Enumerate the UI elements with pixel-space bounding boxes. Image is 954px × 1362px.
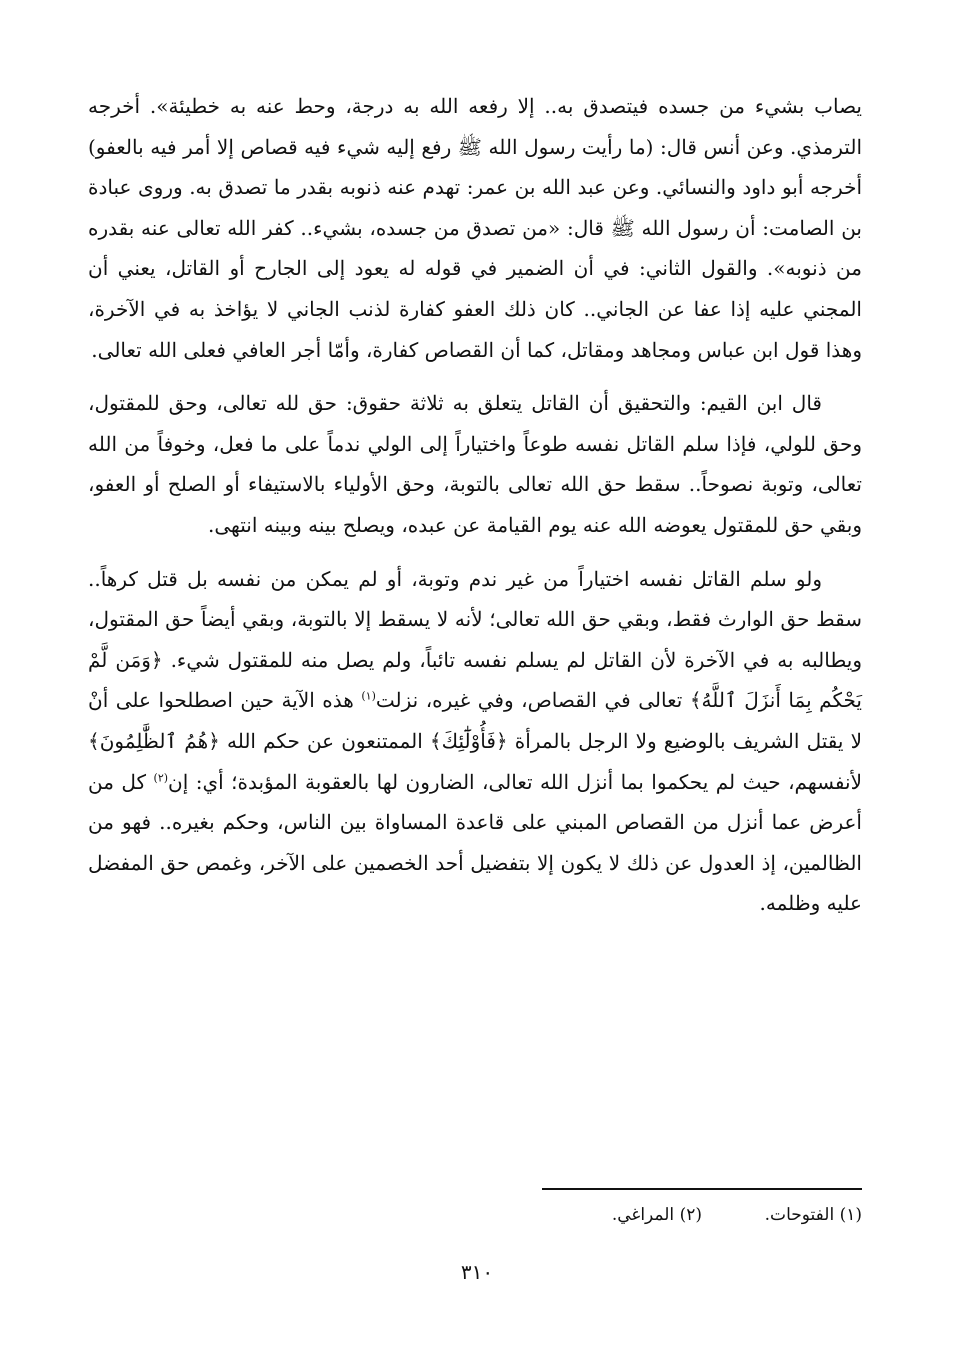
footnote-2	[612, 1205, 702, 1225]
footnote-ref-2[interactable]: (٢)	[153, 770, 169, 784]
footnotes	[300, 1205, 862, 1241]
footnote-1-text: الفتوحات.	[764, 1205, 835, 1225]
footnote-ref-1[interactable]: (١)	[361, 689, 376, 703]
footnote-1	[765, 1205, 862, 1225]
footnote-2-text: المراغي.	[611, 1205, 675, 1225]
paragraph-3	[88, 559, 862, 924]
footnote-2-label: (٢)	[679, 1205, 702, 1225]
footnote-separator	[542, 1188, 862, 1190]
footnote-1-label: (١)	[839, 1205, 862, 1225]
paragraph-2: قال ابن القيم: والتحقيق أن القاتل يتعلق به ثلاثة حقوق: حق لله تعالى، وحق للمقتول، وحق للولي، فإذا سلم القاتل نفسه طوعاً واختياراً إلى الولي ندماً على ما فعل، وخوفاً من الله تعالى، وتوبة نصوحاً.. سقط حق الله تعالى بالتوبة، وحق الأولياء بالاستيفاء أو الصلح أو العفو، وبقي حق للمقتول يعوضه الله عنه يوم القيامة عن عبده، ويصلح بينه وبينه انتهى.	[88, 391, 862, 537]
body-text	[88, 86, 862, 924]
page-number: ٣١٠	[460, 1260, 494, 1284]
paragraph-3-text-after: هذه الآية حين اصطلحوا على أنْ لا يقتل الشريف بالوضيع ولا الرجل بالمرأة ﴿فَأُوْلَٰٓئِكَ﴾ الممتنعون عن حكم الله ﴿هُمُ ٱلظَّٰلِمُونَ﴾ لأنفسهم، حيث لم يحكموا بما أنزل الله تعالى، الضارون لها بالعقوبة المؤبدة؛ أي: إن	[88, 688, 863, 794]
paragraph-4-text: كل من أعرض عما أنزل من القصاص المبني على قاعدة المساواة بين الناس، وحكم بغيره.. فهو من الظالمين، إذ العدول عن ذلك لا يكون إلا بتفضيل أحد الخصمين على الآخر، وغمص حق المفضل عليه وظلمه.	[88, 769, 862, 916]
paragraph-3-text: ولو سلم القاتل نفسه اختياراً من غير ندم وتوبة، أو لم يمكن من نفسه بل قتل كرهاً.. سقط حق الوارث فقط، وبقي حق الله تعالى؛ لأنه لا يسقط إلا بالتوبة، وبقي أيضاً حق المقتول، ويطالبه به في الآخرة لأن القاتل لم يسلم نفسه تائباً، ولم يصل منه للمقتول شيء. ﴿وَمَن لَّمْ يَحْكُم بِمَا أَنزَلَ ٱللَّهُ﴾ تعالى في القصاص، وفي غيره، نزلت	[88, 566, 862, 713]
paragraph-1: يصاب بشيء من جسده فيتصدق به.. إلا رفعه الله به درجة، وحط عنه به خطيئة». أخرجه الترمذي. وعن أنس قال: (ما رأيت رسول الله ﷺ رفع إليه شيء فيه قصاص إلا أمر فيه بالعفو) أخرجه أبو داود والنسائي. وعن عبد الله بن عمر: تهدم عنه ذنوبه بقدر ما تصدق به. وروى عبادة بن الصامت: أن رسول الله ﷺ قال: «من تصدق من جسده، بشيء.. كفر الله تعالى عنه بقدره من ذنوبه». والقول الثاني: في أن الضمير في قوله له يعود إلى الجارح أو القاتل، يعني أن المجني عليه إذا عفا عن الجاني.. كان ذلك العفو كفارة لذنب الجاني لا يؤاخذ به في الآخرة، وهذا قول ابن عباس ومجاهد ومقاتل، كما أن القصاص كفارة، وأمّا أجر العافي فعلى الله تعالى.	[88, 94, 862, 362]
